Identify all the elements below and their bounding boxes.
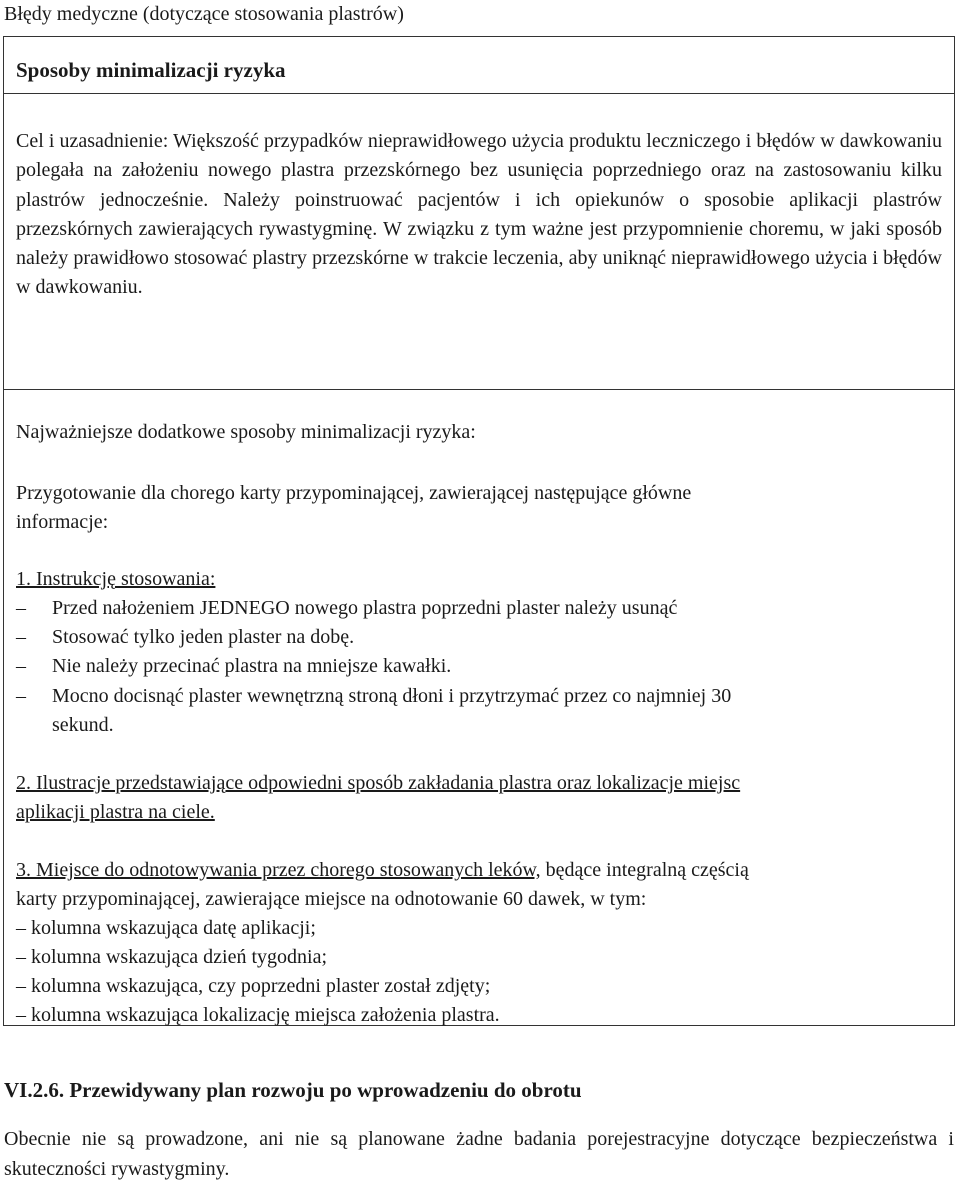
list-item-text: Mocno docisnąć plaster wewnętrzną stroną dłoni i przytrzymać przez co najmniej 30 [52,685,732,707]
list-item-text: sekund. [52,714,114,736]
dash-marker: – [16,597,26,619]
measures-row [4,390,954,1026]
objective-text: Cel i uzasadnienie: Większość przypadków nieprawidłowego użycia produktu leczniczego i błędów w dawkowaniu polegała na założeniu nowego plastra przezskórnego bez usunięcia poprzedniego oraz na zastosowaniu kilku plastrów jednocześnie. Należy poinstruować pacjentów i ich opiekunów o sposobie aplikacji plastrów przezskórnych zawierających rywastygminę. W związku z tym ważne jest przypomnienie choremu, w jaki sposób należy prawidłowo stosować plastry przezskórne w trakcie leczenia, aby uniknąć nieprawidłowego użycia i błędów w dawkowaniu. [16,130,942,299]
item-2-line-2: aplikacji plastra na ciele. [16,801,215,823]
item-1-heading: 1. Instrukcję stosowania: [16,568,216,590]
dash-marker: – [16,655,26,677]
preparation-line-1: Przygotowanie dla chorego karty przypominającej, zawierającej następujące główne [16,482,692,504]
list-item-text: Nie należy przecinać plastra na mniejsze kawałki. [52,655,452,677]
objective-row [4,94,954,390]
table-header-row [4,37,954,94]
list-item-text: Stosować tylko jeden plaster na dobę. [52,626,355,648]
dash-marker: – [16,685,26,707]
measures-heading: Najważniejsze dodatkowe sposoby minimalizacji ryzyka: [16,421,476,443]
table-title: Sposoby minimalizacji ryzyka [16,58,286,82]
section-heading: VI.2.6. Przewidywany plan rozwoju po wprowadzeniu do obrotu [4,1078,582,1102]
list-item: – kolumna wskazująca datę aplikacji; [16,917,316,939]
risk-minimisation-table [3,36,955,1026]
item-3-rest: będące integralną częścią [540,859,749,881]
item-3-line-1 [16,856,749,885]
item-3-line-2: karty przypominającej, zawierające miejsce na odnotowanie 60 dawek, w tym: [16,888,647,910]
list-item: – kolumna wskazująca, czy poprzedni plaster został zdjęty; [16,975,491,997]
list-item-text: Przed nałożeniem JEDNEGO nowego plastra poprzedni plaster należy usunąć [52,597,678,619]
preparation-line-2: informacje: [16,511,109,533]
item-3-underlined: 3. Miejsce do odnotowywania przez chorego stosowanych leków, [16,859,541,881]
page-title: Błędy medyczne (dotyczące stosowania plastrów) [4,3,404,25]
list-item: – kolumna wskazująca lokalizację miejsca założenia plastra. [16,1004,500,1026]
section-text: Obecnie nie są prowadzone, ani nie są planowane żadne badania porejestracyjne dotyczące bezpieczeństwa i skuteczności rywastygminy. [4,1128,954,1180]
item-2-line-1: 2. Ilustracje przedstawiające odpowiedni sposób zakładania plastra oraz lokalizacje miejsc [16,772,741,794]
dash-marker: – [16,626,26,648]
list-item: – kolumna wskazująca dzień tygodnia; [16,946,328,968]
